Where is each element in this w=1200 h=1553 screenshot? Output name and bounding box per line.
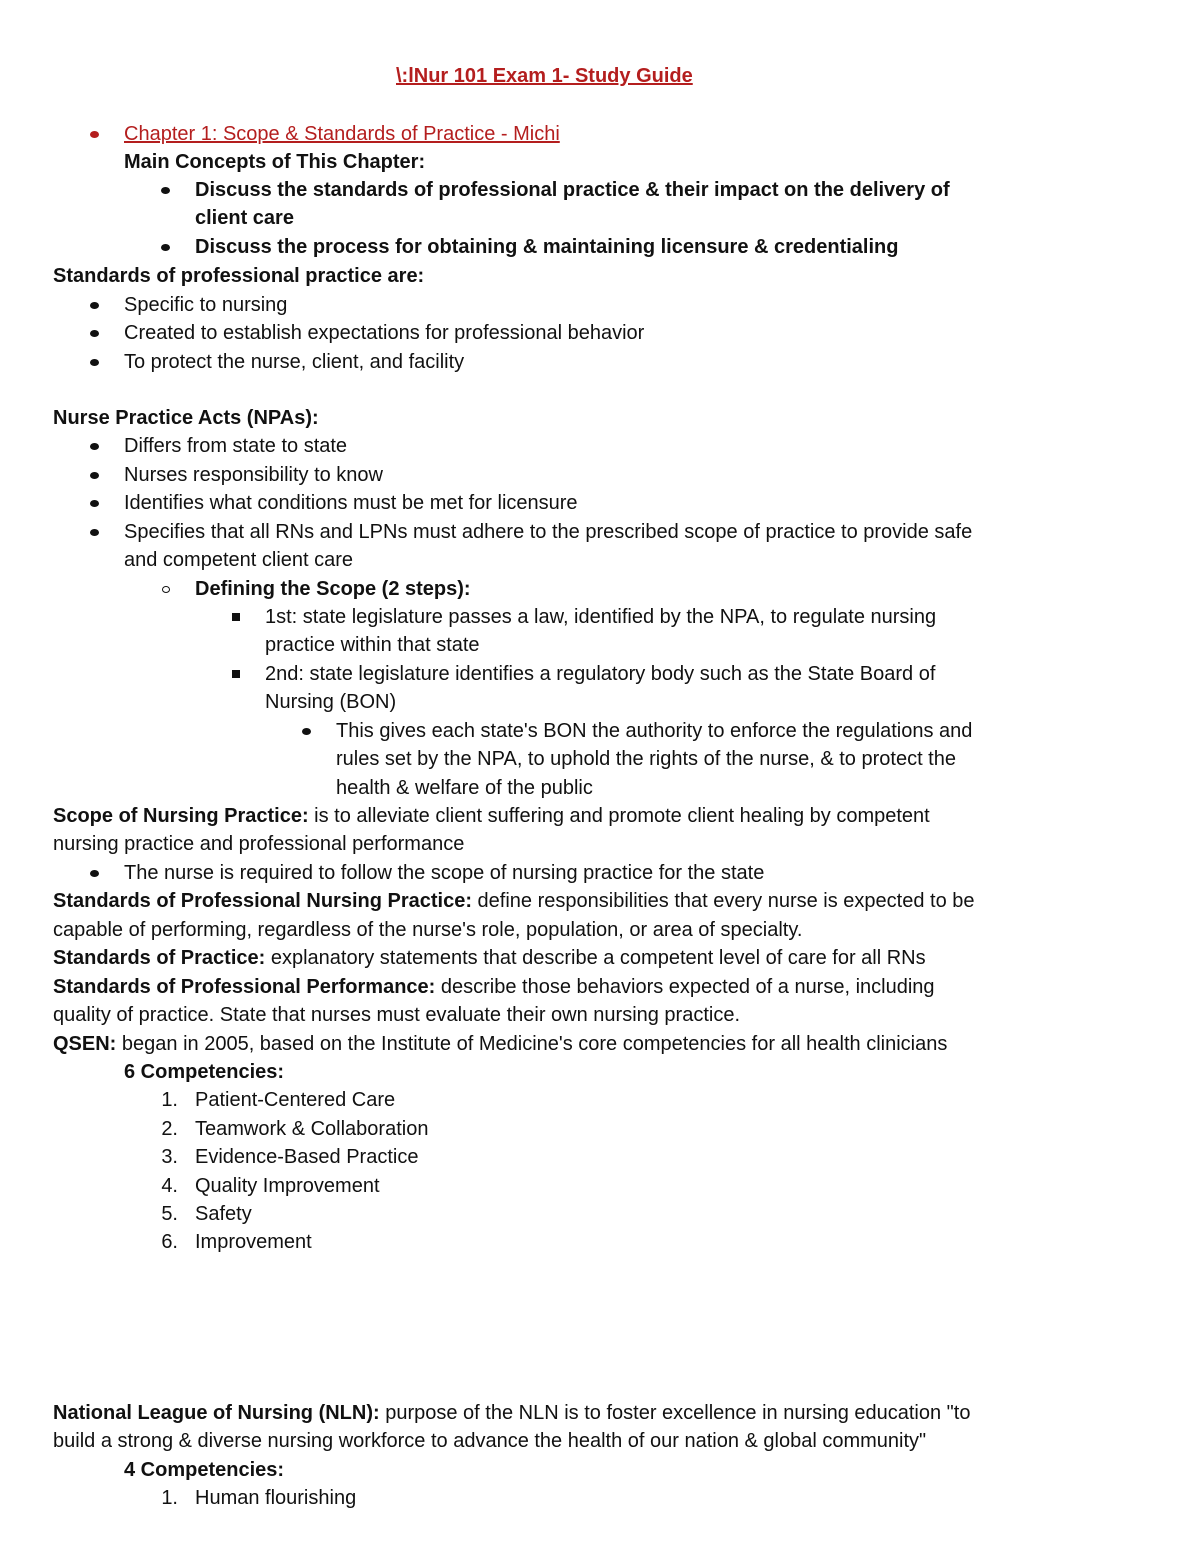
definition-line [53, 944, 926, 972]
bullet-icon [161, 187, 170, 194]
list-item: Specific to nursing [124, 294, 288, 316]
bullet-icon [90, 472, 99, 479]
list-item: Nurses responsibility to know [124, 464, 383, 486]
circle-bullet-icon [162, 586, 170, 593]
list-item: and competent client care [124, 549, 354, 571]
bullet-icon [90, 359, 99, 366]
chapter-heading: Chapter 1: Scope & Standards of Practice - Michi [124, 123, 560, 145]
concept-line: client care [195, 207, 294, 229]
competency-item: Evidence-Based Practice [195, 1146, 419, 1168]
definition-line: quality of practice. State that nurses must evaluate their own nursing practice. [53, 1004, 741, 1026]
list-item: Identifies what conditions must be met for licensure [124, 492, 578, 514]
list-item: Specifies that all RNs and LPNs must adhere to the prescribed scope of practice to provide safe [124, 521, 973, 543]
definition-line [53, 1399, 970, 1427]
step-line: 2nd: state legislature identifies a regulatory body such as the State Board of [265, 663, 936, 685]
bullet-icon [90, 302, 99, 309]
definition-line [53, 973, 935, 1001]
definition-text: purpose of the NLN is to foster excellence in nursing education "to [379, 1402, 971, 1424]
list-item: To protect the nurse, client, and facility [124, 351, 465, 373]
definition-label: National League of Nursing (NLN): [53, 1402, 380, 1424]
square-bullet-icon [232, 670, 240, 678]
competency-item: Improvement [195, 1231, 312, 1253]
bullet-icon [90, 500, 99, 507]
bullet-icon [90, 443, 99, 450]
main-concepts-label: Main Concepts of This Chapter: [124, 151, 426, 173]
bullet-icon [90, 330, 99, 337]
competency-item: Human flourishing [195, 1487, 357, 1509]
definition-label: Scope of Nursing Practice: [53, 805, 309, 827]
sub-item-line: rules set by the NPA, to uphold the rights of the nurse, & to protect the [336, 748, 956, 770]
competency-item: Safety [195, 1203, 252, 1225]
definition-label: Standards of Professional Performance: [53, 976, 436, 998]
section-heading: Standards of professional practice are: [53, 265, 425, 287]
definition-line: capable of performing, regardless of the nurse's role, population, or area of specialty. [53, 919, 803, 941]
sub-item-line: This gives each state's BON the authority to enforce the regulations and [336, 720, 973, 742]
list-number: 6. [161, 1231, 178, 1253]
definition-text: explanatory statements that describe a competent level of care for all RNs [265, 947, 926, 969]
concept-line: Discuss the standards of professional practice & their impact on the delivery of [195, 179, 950, 201]
list-number: 3. [161, 1146, 178, 1168]
concept-line: Discuss the process for obtaining & maintaining licensure & credentialing [195, 236, 899, 258]
list-number: 1. [161, 1487, 178, 1509]
definition-line: nursing practice and professional performance [53, 833, 465, 855]
competency-item: Patient-Centered Care [195, 1089, 396, 1111]
list-number: 1. [161, 1089, 178, 1111]
list-number: 4. [161, 1175, 178, 1197]
definition-label: Standards of Practice: [53, 947, 266, 969]
definition-line [53, 887, 975, 915]
bullet-icon [90, 529, 99, 536]
list-item: Differs from state to state [124, 435, 348, 457]
definition-line [53, 1030, 947, 1058]
definition-text: describe those behaviors expected of a nurse, including [435, 976, 935, 998]
definition-text: define responsibilities that every nurse is expected to be [472, 890, 975, 912]
scope-steps-heading: Defining the Scope (2 steps): [195, 578, 471, 600]
square-bullet-icon [232, 613, 240, 621]
document-title: \:lNur 101 Exam 1- Study Guide [396, 65, 693, 87]
bullet-icon [161, 244, 170, 251]
bullet-icon [90, 131, 99, 138]
definition-line [53, 802, 930, 830]
bullet-icon [302, 728, 311, 735]
competencies-heading: 4 Competencies: [124, 1459, 285, 1481]
definition-line: build a strong & diverse nursing workforce to advance the health of our nation & global community" [53, 1430, 927, 1452]
list-item: Created to establish expectations for professional behavior [124, 322, 645, 344]
list-item: The nurse is required to follow the scope of nursing practice for the state [124, 862, 765, 884]
definition-label: Standards of Professional Nursing Practice: [53, 890, 472, 912]
step-line: practice within that state [265, 634, 480, 656]
sub-item-line: health & welfare of the public [336, 777, 593, 799]
competency-item: Teamwork & Collaboration [195, 1118, 429, 1140]
definition-text: is to alleviate client suffering and promote client healing by competent [308, 805, 930, 827]
definition-label: QSEN: [53, 1033, 117, 1055]
list-number: 5. [161, 1203, 178, 1225]
list-number: 2. [161, 1118, 178, 1140]
section-heading: Nurse Practice Acts (NPAs): [53, 407, 319, 429]
competency-item: Quality Improvement [195, 1175, 380, 1197]
step-line: Nursing (BON) [265, 691, 397, 713]
bullet-icon [90, 870, 99, 877]
definition-text: began in 2005, based on the Institute of Medicine's core competencies for all health clinicians [116, 1033, 948, 1055]
competencies-heading: 6 Competencies: [124, 1061, 285, 1083]
step-line: 1st: state legislature passes a law, identified by the NPA, to regulate nursing [265, 606, 937, 628]
